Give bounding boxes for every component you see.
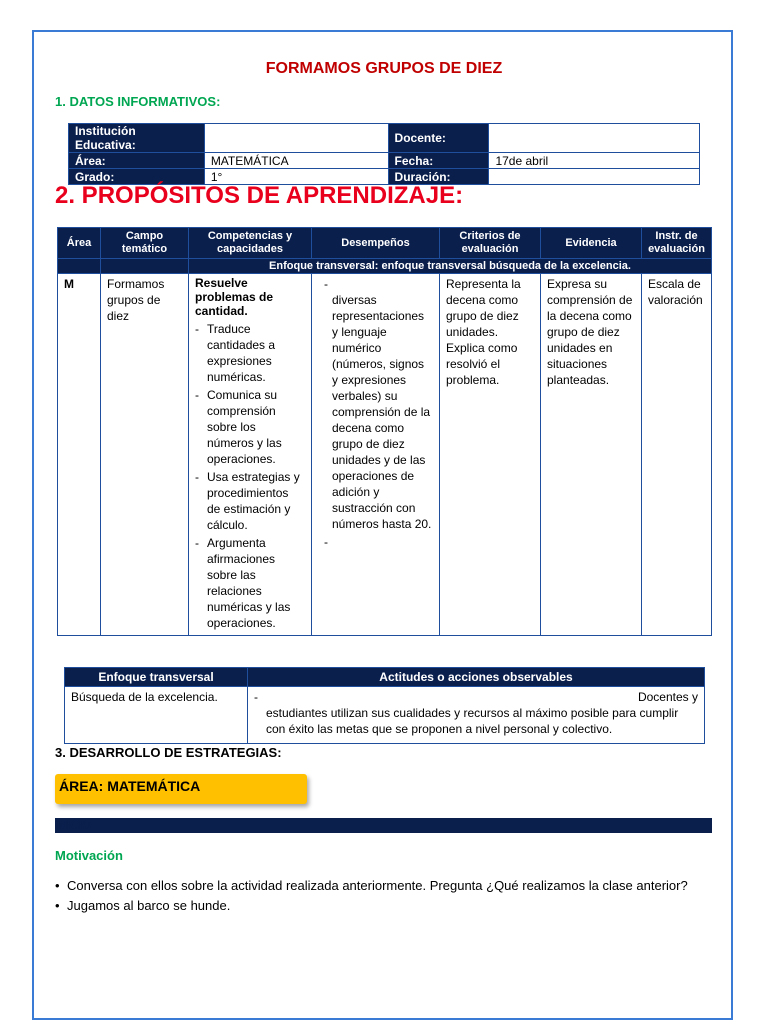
campo-cell: Formamos grupos de diez — [101, 274, 189, 636]
header-desempenos: Desempeños — [312, 228, 440, 259]
capacidad-item: - Traduce cantidades a expresiones numéricas. — [195, 321, 305, 385]
desempeno-text: diversas representaciones y lenguaje numérico (números, signos y expresiones verbales) su comprensión de la decena como grupo de diez unidades y de las operaciones de adición y sustracción con números hasta 20. — [332, 293, 432, 531]
enfoque-transversal-row: Enfoque transversal: enfoque transversal búsqueda de la excelencia. — [189, 259, 712, 274]
institucion-value — [204, 124, 388, 153]
fecha-value: 17de abril — [489, 153, 700, 169]
capacidades-list — [195, 321, 305, 631]
section-propositos-heading: 2. PROPÓSITOS DE APRENDIZAJE: — [55, 182, 464, 209]
enfoque-cell: Búsqueda de la excelencia. — [65, 687, 248, 744]
capacidad-item: - Argumenta afirmaciones sobre las relaciones numéricas y las operaciones. — [195, 535, 305, 631]
inicio-bar: INICIO — [55, 818, 712, 833]
duracion-label: Duración: — [388, 169, 489, 185]
area-matematica-box: ÁREA: MATEMÁTICA — [55, 774, 307, 804]
evidencia-cell: Expresa su comprensión de la decena como grupo de diez unidades en situaciones planteadas. — [541, 274, 642, 636]
area-value: MATEMÁTICA — [204, 153, 388, 169]
header-evidencia: Evidencia — [541, 228, 642, 259]
list-item: • Conversa con ellos sobre la actividad realizada anteriormente. Pregunta ¿Qué realizamos la clase anterior? — [55, 878, 695, 894]
criterios-cell: Representa la decena como grupo de diez unidades. Explica como resolvió el problema. — [440, 274, 541, 636]
header-area: Área — [58, 228, 101, 259]
actitudes-table — [64, 667, 705, 744]
datos-table — [68, 123, 700, 185]
propositos-table — [57, 227, 712, 636]
actitudes-dash: - — [254, 690, 258, 704]
actitudes-cell — [248, 687, 705, 744]
area-label: Área: — [69, 153, 205, 169]
capacidad-item: - Usa estrategias y procedimientos de estimación y cálculo. — [195, 469, 305, 533]
motivacion-list — [55, 878, 695, 918]
fecha-label: Fecha: — [388, 153, 489, 169]
document-title: FORMAMOS GRUPOS DE DIEZ — [265, 60, 503, 77]
header-criterios: Criterios de evaluación — [440, 228, 541, 259]
actitudes-text: estudiantes utilizan sus cualidades y recursos al máximo posible para cumplir con éxito las metas que se proponen a nivel personal y colectivo. — [266, 706, 679, 736]
header-competencias: Competencias y capacidades — [189, 228, 312, 259]
institucion-label: Institución Educativa: — [69, 124, 205, 153]
competencia-title: Resuelve problemas de cantidad. — [195, 276, 274, 318]
docente-label: Docente: — [388, 124, 489, 153]
list-item: • Jugamos al barco se hunde. — [55, 898, 695, 914]
duracion-value — [489, 169, 700, 185]
section-desarrollo-heading: 3. DESARROLLO DE ESTRATEGIAS: — [55, 745, 282, 760]
grado-value: 1° — [204, 169, 388, 185]
motivacion-heading: Motivación — [55, 848, 123, 863]
competencias-cell — [189, 274, 312, 636]
header-campo: Campo temático — [101, 228, 189, 259]
section-datos-heading: 1. DATOS INFORMATIVOS: — [55, 94, 221, 109]
docente-value — [489, 124, 700, 153]
header-enfoque-transversal: Enfoque transversal — [65, 668, 248, 687]
desempenos-cell: - diversas representaciones y lenguaje numérico (números, signos y expresiones verbales) su comprensión de la decena como grupo de diez unidades y de las operaciones de adición y sustracción con números hasta 20. - — [312, 274, 440, 636]
capacidad-item: - Comunica su comprensión sobre los números y las operaciones. — [195, 387, 305, 467]
instrumento-cell: Escala de valoración — [642, 274, 712, 636]
area-cell: M — [58, 274, 101, 636]
header-actitudes: Actitudes o acciones observables — [248, 668, 705, 687]
grado-label: Grado: — [69, 169, 205, 185]
actitudes-lead: Docentes y — [637, 690, 698, 704]
header-instrumento: Instr. de evaluación — [642, 228, 712, 259]
